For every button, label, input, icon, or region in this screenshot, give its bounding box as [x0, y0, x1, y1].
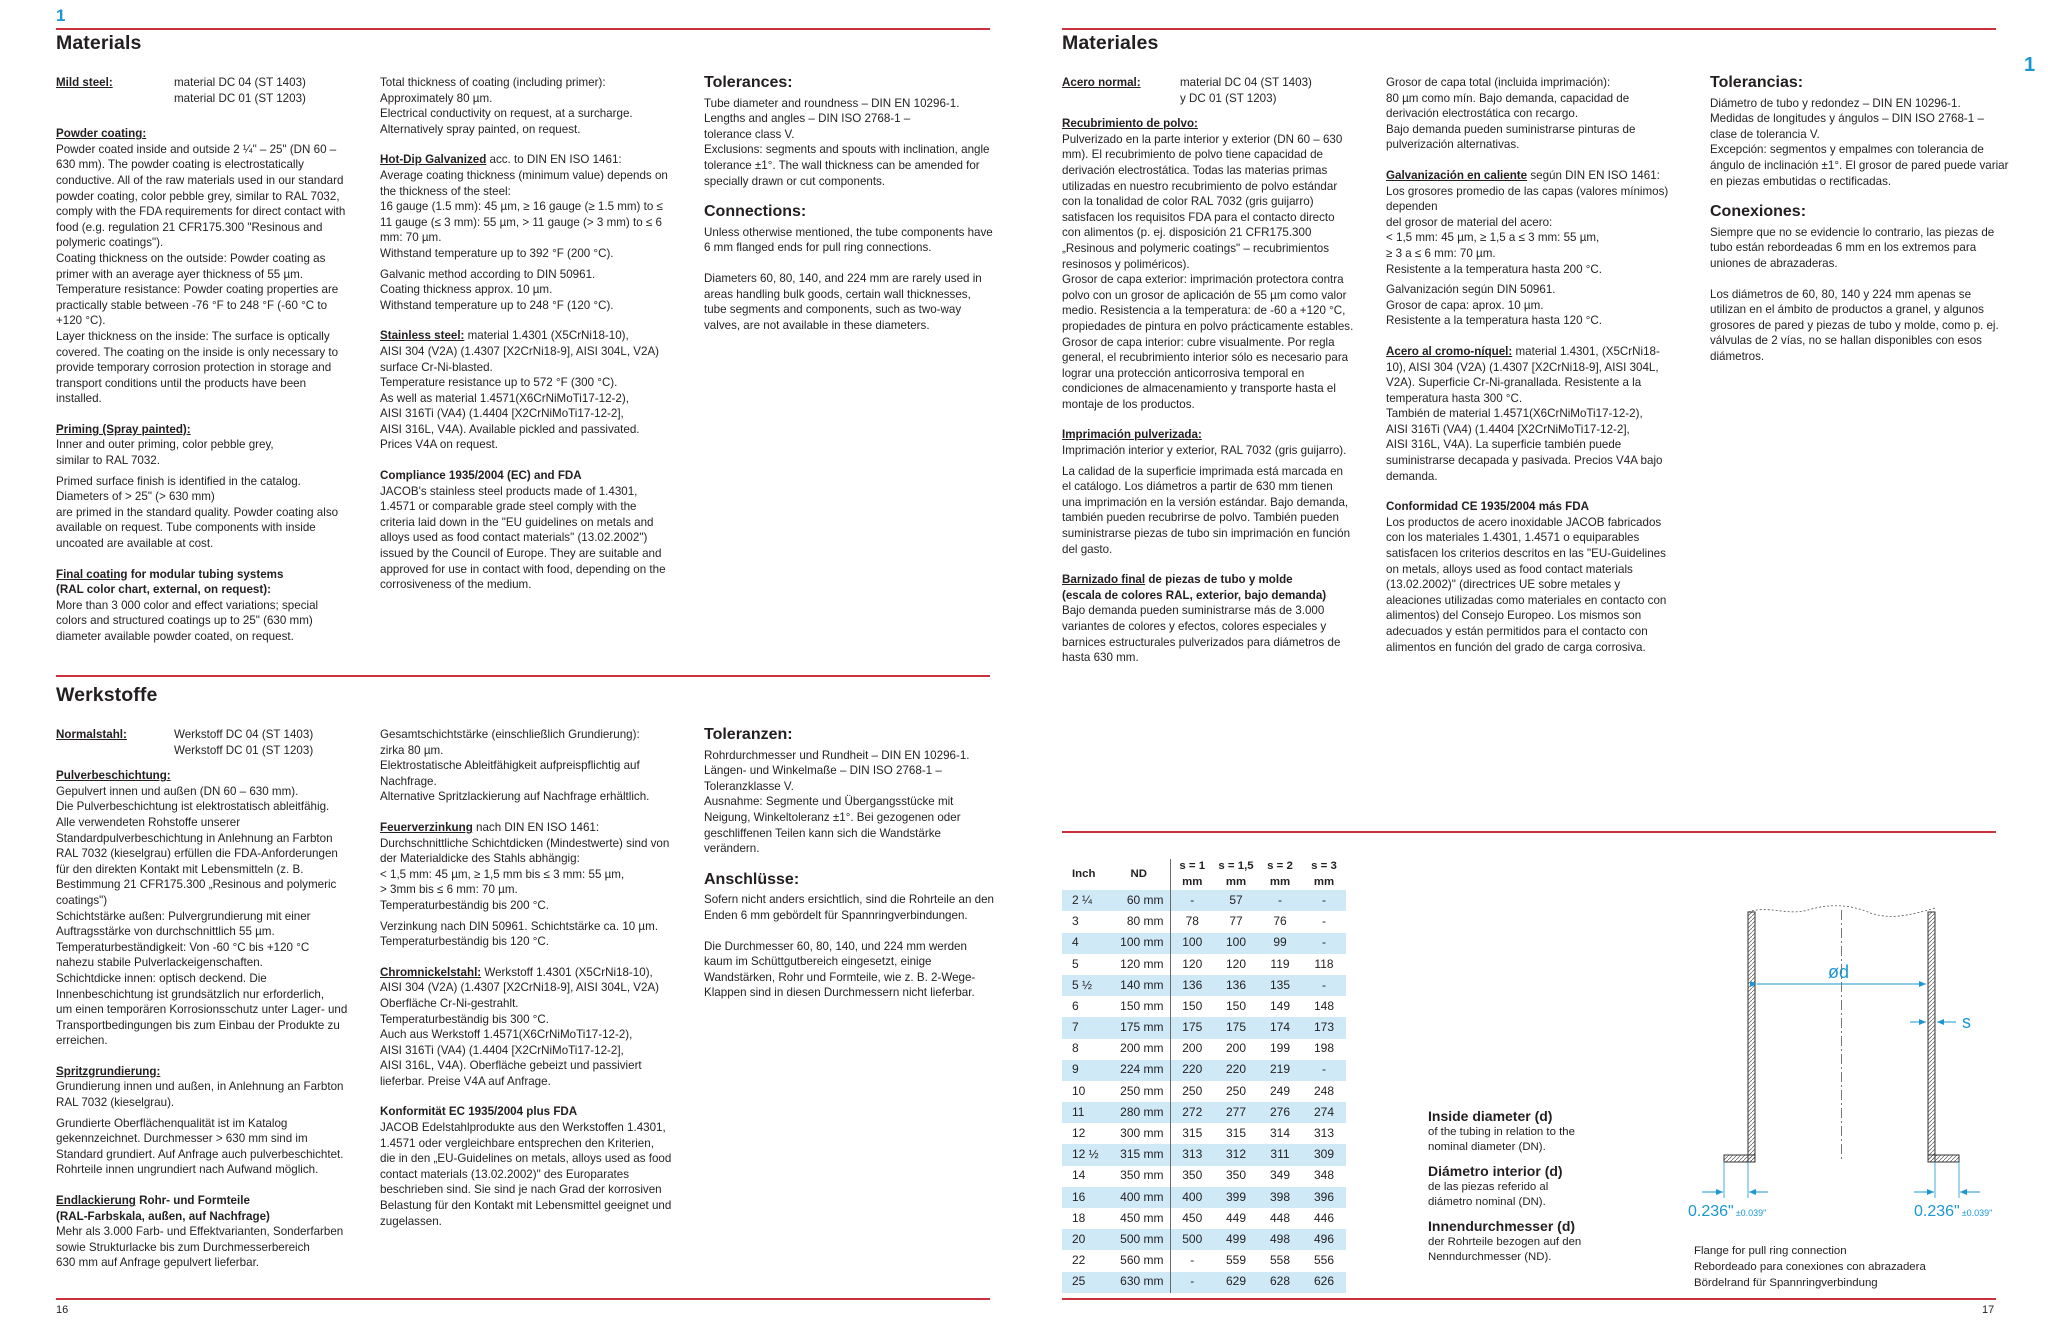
- powder-coating-heading: Powder coating:: [56, 127, 147, 141]
- table-cell: -: [1302, 933, 1346, 954]
- priming-text-1: Inner and outer priming, color pebble grey, similar to RAL 7032.: [56, 438, 274, 468]
- recubrimiento-heading: Recubrimiento de polvo:: [1062, 117, 1198, 131]
- dimensions-table: [1062, 859, 1346, 1293]
- legend-de-desc: der Rohrteile bezogen auf den Nenndurchmesser (ND).: [1428, 1236, 1582, 1263]
- table-cell: 556: [1313, 1253, 1335, 1268]
- table-cell: 499: [1214, 1229, 1258, 1250]
- cromo-body: material 1.4301, (X5CrNi18-10), AISI 304 (V2A) (1.4307 [X2CrNi18-9], AISI 304L, V2A). Superficie Cr-Ni-granallada. Resistente a la temperatura hasta 300 °C. También de material 1.4571(X6CrNiMoTi17-12-2), AISI 316Ti (VA4) (1.4404 [X2CrNiMoTi17-12-2], AISI 316L, V4A). La superficie también puede suministrarse decapada y pasivada. Precios V4A bajo demanda.: [1386, 344, 1663, 483]
- table-cell: 148: [1313, 998, 1335, 1013]
- table-cell: 350: [1225, 1168, 1247, 1183]
- table-cell: -: [1302, 890, 1346, 911]
- table-cell: 14: [1072, 1168, 1086, 1183]
- feuer-text-2: Verzinkung nach DIN 50961. Schichtstärke ca. 10 µm. Temperaturbeständig bis 120 °C.: [380, 919, 658, 949]
- materials-title: Materials: [56, 32, 142, 54]
- table-row: [1062, 975, 1346, 996]
- connections-text-2: Diameters 60, 80, 140, and 224 mm are rarely used in areas handling bulk goods, certain wall thicknesses, tube segments and components, such as two-way valves, are not available in these diameters.: [704, 271, 982, 332]
- table-cell: 276: [1258, 1102, 1302, 1123]
- table-cell: 250: [1225, 1083, 1247, 1098]
- table-cell: 199: [1269, 1041, 1291, 1056]
- mild-steel-row: [56, 75, 348, 106]
- table-row: [1062, 1229, 1346, 1250]
- table-cell: 348: [1313, 1168, 1335, 1183]
- hot-dip-heading-underlined: Hot-Dip Galvanized: [380, 153, 487, 167]
- flange-dim-left-value: 0.236" ±0.039": [1688, 1203, 1767, 1220]
- table-cell: 250: [1182, 1083, 1203, 1098]
- tolerancias-text: Diámetro de tubo y redondez – DIN EN 10296-1. Medidas de longitudes y ángulos – DIN ISO 2768-1 – clase de tolerancia V. Excepción: segmentos y empalmes con tolerancia de ángulo de inclinación ±1°. El grosor de pared puede variar en piezas embutidas o rectificadas.: [1710, 96, 2009, 188]
- table-cell: 498: [1258, 1229, 1302, 1250]
- barnizado-text: Bajo demanda pueden suministrarse más de 3.000 variantes de colores y efectos, colores especiales y barnices estructurales pulverizados para diámetros de hasta 630 mm.: [1062, 604, 1341, 665]
- table-cell: 500: [1170, 1229, 1214, 1250]
- table-cell: 2 ¼: [1062, 890, 1108, 911]
- galvanizacion-text-1: Los grosores promedio de las capas (valores mínimos) dependen del grosor de material del acero: < 1,5 mm: 45 µm, ≥ 1,5 a ≤ 3 mm: 55 µm, ≥ 3 a ≤ 6 mm: 70 µm. Resistente a la temperatura hasta 200 °C.: [1386, 184, 1669, 276]
- priming-heading: Priming (Spray painted):: [56, 422, 191, 436]
- table-header-cell: Inch: [1072, 867, 1096, 880]
- table-row: [1062, 954, 1346, 975]
- table-header-cell: s = 3 mm: [1311, 860, 1337, 888]
- barnizado-heading-rest: de piezas de tubo y molde (escala de colores RAL, exterior, bajo demanda): [1062, 573, 1327, 602]
- toleranzen-text: Rohrdurchmesser und Rundheit – DIN EN 10296-1. Längen- und Winkelmaße – DIN ISO 2768-1 – Toleranzklasse V. Ausnahme: Segmente und Übergangsstücke mit Neigung, Winkeltoleranz ±1°. Bei gezogenen oder geschliffenen Teilen kann sich die Wandstärke verändern.: [704, 748, 970, 856]
- table-cell: 450 mm: [1108, 1208, 1170, 1229]
- table-cell: 313: [1313, 1126, 1335, 1141]
- page-number-left: 16: [56, 1304, 69, 1316]
- werkstoffe-title: Werkstoffe: [56, 684, 158, 706]
- table-cell: 249: [1269, 1083, 1291, 1098]
- tolerances-heading: Tolerances:: [704, 74, 793, 91]
- table-cell: 140 mm: [1108, 975, 1170, 996]
- table-cell: 175 mm: [1108, 1017, 1170, 1038]
- table-cell: 400: [1170, 1187, 1214, 1208]
- hot-dip-text-2: Galvanic method according to DIN 50961. Coating thickness approx. 10 µm. Withstand temperature up to 248 °F (120 °C).: [380, 267, 614, 312]
- table-header-cell: ND: [1108, 859, 1170, 890]
- table-cell: 60 mm: [1108, 890, 1170, 911]
- table-cell: 150: [1182, 998, 1203, 1013]
- bottom-rule-right: [1062, 1298, 1996, 1300]
- conexiones-heading: Conexiones:: [1710, 203, 1807, 221]
- table-cell: 448: [1269, 1210, 1291, 1225]
- table-cell: 300 mm: [1108, 1123, 1170, 1144]
- powder-coating-text-2: Coating thickness on the outside: Powder coating as primer with an average ayer thickness of 55 µm.: [56, 251, 326, 281]
- table-cell: 559: [1225, 1253, 1247, 1268]
- imprimacion-text-2: La calidad de la superficie imprimada está marcada en el catálogo. Los diámetros a partir de 630 mm tienen una imprimación en la versión estándar. Bajo demanda, también pueden recubrirse de polvo. También pueden suministrarse piezas de tubo sin imprimación en función del gasto.: [1062, 464, 1351, 556]
- table-row: [1062, 1144, 1346, 1165]
- table-cell: 400 mm: [1108, 1187, 1170, 1208]
- top-rule-left: [56, 28, 990, 30]
- mild-steel-label: Mild steel:: [56, 76, 113, 89]
- table-cell: -: [1302, 975, 1346, 996]
- table-cell: 100: [1214, 933, 1258, 954]
- normalstahl-values: Werkstoff DC 04 (ST 1403) Werkstoff DC 01 (ST 1203): [174, 728, 314, 757]
- barnizado-heading-underlined: Barnizado final: [1062, 573, 1146, 587]
- grosor-text: Grosor de capa total (incluida imprimación): 80 µm como mín. Bajo demanda, capacidad de derivación electrostática con recargo. Bajo demanda pueden suministrarse pinturas de pulverización alternativas.: [1386, 76, 1636, 152]
- konform-heading: Konformität EC 1935/2004 plus FDA: [380, 1105, 578, 1119]
- table-cell: 20: [1062, 1229, 1108, 1250]
- feuer-text-1: Durchschnittliche Schichtdicken (Mindestwerte) sind von der Materialdicke des Stahls abhängig: < 1,5 mm: 45 µm, ≥ 1,5 mm bis ≤ 3 mm: 55 µm, > 3mm bis ≤ 6 mm: 70 µm. Temperaturbeständig bis 200 °C.: [380, 836, 670, 912]
- tolerances-text: Tube diameter and roundness – DIN EN 10296-1. Lengths and angles – DIN ISO 2768-1 – tolerance class V. Exclusions: segments and spouts with inclination, angle tolerance ±1°. The wall thickness can be amended for specially drawn or cut components.: [704, 96, 990, 188]
- bottom-rule-left: [56, 1298, 990, 1300]
- left-wall: [1748, 912, 1755, 1162]
- table-header-row: [1062, 859, 1346, 890]
- table-cell: 175: [1170, 1017, 1214, 1038]
- mid-rule-right: [1062, 831, 1996, 833]
- table-cell: 220: [1214, 1060, 1258, 1081]
- table-cell: 18: [1072, 1210, 1086, 1225]
- legend-en-title: Inside diameter (d): [1428, 1108, 1553, 1124]
- table-cell: 11: [1062, 1102, 1108, 1123]
- table-cell: 174: [1258, 1017, 1302, 1038]
- es-column-1: [1062, 75, 1354, 671]
- table-cell: 118: [1314, 956, 1334, 971]
- table-row: [1062, 1187, 1346, 1208]
- table-cell: 200 mm: [1108, 1039, 1170, 1060]
- table-cell: 312: [1214, 1144, 1258, 1165]
- anschluesse-text-1: Sofern nicht anders ersichtlich, sind die Rohrteile an den Enden 6 mm gebördelt für Spannringverbindungen.: [704, 893, 995, 922]
- conformidad-heading: Conformidad CE 1935/2004 más FDA: [1386, 500, 1589, 514]
- table-row: [1062, 1017, 1346, 1038]
- table-row: [1062, 1123, 1346, 1144]
- table-cell: 5: [1072, 956, 1079, 971]
- table-cell: 150: [1225, 998, 1247, 1013]
- powder-coating-text-4: Layer thickness on the inside: The surface is optically covered. The coating on the inside is only necessary to provide temporary corrosion protection in storage and transport conditions until the products have been installed.: [56, 329, 339, 406]
- table-row: [1062, 1102, 1346, 1123]
- normalstahl-row: [56, 727, 348, 758]
- table-cell: 280 mm: [1108, 1102, 1170, 1123]
- total-thickness-text: Total thickness of coating (including primer): Approximately 80 µm. Electrical conductivity on request, at a surcharge. Alternatively spray painted, on request.: [380, 76, 633, 136]
- table-row: [1062, 933, 1346, 954]
- final-coating-heading-rest: for modular tubing systems (RAL color chart, external, on request):: [56, 567, 284, 597]
- legend-es-desc: de las piezas referido al diámetro nominal (DN).: [1428, 1181, 1549, 1208]
- endlack-text: Mehr als 3.000 Farb- und Effektvarianten, Sonderfarben sowie Strukturlacke bis zum Durchmesserbereich 630 mm auf Anfrage gepulvert lieferbar.: [56, 1225, 344, 1270]
- table-cell: 12: [1072, 1126, 1086, 1141]
- table-cell: 500 mm: [1108, 1229, 1170, 1250]
- table-cell: 149: [1269, 998, 1291, 1013]
- table-cell: 175: [1214, 1017, 1258, 1038]
- toleranzen-heading: Toleranzen:: [704, 726, 793, 743]
- connections-heading: Connections:: [704, 203, 807, 221]
- cromo-text: [1386, 344, 1678, 484]
- table-cell: 350 mm: [1108, 1166, 1170, 1187]
- barnizado-heading: [1062, 572, 1354, 603]
- feuer-heading-rest: nach DIN EN ISO 1461:: [472, 820, 600, 834]
- table-cell: 3: [1072, 914, 1079, 929]
- powder-coating-text-1: Powder coated inside and outside 2 ¼" – 25" (DN 60 – 630 mm). The powder coating is electrostatically conductive. All of the raw materials used in our standard powder coating, color pebble grey, similar to RAL 7032, comply with the FDA requirements for direct contact with food (e.g. regulation 21 CFR175.300 "Resinous and polymeric coatings").: [56, 142, 346, 250]
- powder-coating-text-3: Temperature resistance: Powder coating properties are practically stable between -76 °F to 248 °F (-60 °C to +120 °C).: [56, 283, 339, 328]
- table-cell: 99: [1258, 933, 1302, 954]
- table-cell: 250 mm: [1108, 1081, 1170, 1102]
- table-cell: 629: [1214, 1272, 1258, 1293]
- chrom-text: [380, 965, 672, 1090]
- table-row: [1062, 1166, 1346, 1187]
- table-row: [1062, 996, 1346, 1017]
- mild-steel-values: material DC 04 (ST 1403) material DC 01 (ST 1203): [174, 76, 306, 105]
- table-cell: 399: [1214, 1187, 1258, 1208]
- table-header-cell: s = 1 mm: [1179, 860, 1206, 888]
- chapter-number: 1: [56, 6, 66, 25]
- table-cell: 315 mm: [1108, 1144, 1170, 1165]
- table-row: [1062, 1272, 1346, 1293]
- legend: [1428, 1107, 1648, 1272]
- stainless-steel-body: material 1.4301 (X5CrNi18-10), AISI 304 (V2A) (1.4307 [X2CrNi18-9], AISI 304L, V2A) surface Cr-Ni-blasted. Temperature resistance up to 572 °F (300 °C). As well as material 1.4571(X6CrNiMoTi17-12-2), AISI 316Ti (VA4) (1.4404 [X2CrNiMoTi17-12-2], AISI 316L, V4A). Available pickled and passivated. Prices V4A on request.: [380, 329, 660, 452]
- table-cell: 449: [1225, 1210, 1247, 1225]
- recubrimiento-text: Pulverizado en la parte interior y exterior (DN 60 – 630 mm). El recubrimiento de polvo tiene capacidad de derivación electrostática. Todas las materias primas utilizadas en nuestro recubrimiento de polvo estándar con la tonalidad de color RAL 7032 (gris guijarro) satisfacen los requisitos FDA para el contacto directo con alimentos (p. ej. disposición 21 CFR175.300 „Resinous and polymeric coatings" – recubrimientos resinosos y poliméricos). Grosor de capa exterior: imprimación protectora contra polvo con un grosor de aplicación de 55 µm como valor medio. Resistencia a la temperatura: de -60 a +120 °C, propiedades de pintura en polvo prácticamente estables. Grosor de capa interior: cubre visualmente. Por regla general, el recubrimiento interior sólo es necesario para lograr una protección anticorrosiva temporal en condiciones de almacenamiento y transporte hasta el montaje de los productos.: [1062, 132, 1354, 411]
- anschluesse-heading: Anschlüsse:: [704, 870, 800, 888]
- conexiones-text-1: Siempre que no se evidencie lo contrario, las piezas de tubo están rebordeadas 6 mm en los extremos para uniones de abrazaderas.: [1710, 225, 1995, 270]
- table-cell: 9: [1062, 1060, 1108, 1081]
- flange-dim-right-value: 0.236" ±0.039": [1914, 1203, 1993, 1220]
- table-cell: -: [1170, 890, 1214, 911]
- left-flange: [1724, 1155, 1755, 1162]
- table-cell: -: [1258, 890, 1302, 911]
- table-cell: 8: [1072, 1041, 1079, 1056]
- table-cell: 200: [1182, 1041, 1203, 1056]
- en-column-2: [380, 75, 672, 598]
- table-cell: 315: [1182, 1126, 1203, 1141]
- chrom-body: Werkstoff 1.4301 (X5CrNi18-10), AISI 304 (V2A) (1.4307 [X2CrNi18-9], AISI 304L, V2A) Oberfläche Cr-Ni-gestrahlt. Temperaturbeständig bis 300 °C. Auch aus Werkstoff 1.4571(X6CrNiMoTi17-12-2), AISI 316Ti (VA4) (1.4404 [X2CrNiMoTi17-12-2], AISI 316L, V4A). Oberfläche gebeizt und passiviert lieferbar. Preise V4A auf Anfrage.: [380, 965, 660, 1088]
- table-cell: 12 ½: [1062, 1144, 1108, 1165]
- table-cell: 173: [1302, 1017, 1346, 1038]
- table-cell: 57: [1214, 890, 1258, 911]
- table-header-cell: s = 2 mm: [1267, 860, 1293, 888]
- table-cell: 120 mm: [1108, 954, 1170, 975]
- acero-label: Acero normal:: [1062, 76, 1141, 89]
- table-cell: 309: [1302, 1144, 1346, 1165]
- table-cell: 100: [1170, 933, 1214, 954]
- table-cell: 120: [1225, 956, 1247, 971]
- table-cell: 224 mm: [1108, 1060, 1170, 1081]
- galvanizacion-text-2: Galvanización según DIN 50961. Grosor de capa: aprox. 10 µm. Resistente a la temperatura hasta 120 °C.: [1386, 283, 1603, 328]
- normalstahl-label: Normalstahl:: [56, 728, 127, 741]
- right-flange: [1928, 1155, 1959, 1162]
- table-cell: 77: [1229, 914, 1243, 929]
- priming-text-2: Primed surface finish is identified in the catalog. Diameters of > 25" (> 630 mm) are primed in the standard quality. Powder coating also available on request. Tube components with inside uncoated are available at cost.: [56, 474, 339, 551]
- de-column-1: [56, 727, 348, 1276]
- acero-values: material DC 04 (ST 1403) y DC 01 (ST 1203): [1180, 76, 1312, 105]
- table-cell: 100 mm: [1108, 933, 1170, 954]
- en-column-3: [704, 75, 996, 338]
- table-cell: 219: [1258, 1060, 1302, 1081]
- table-cell: 120: [1182, 956, 1203, 971]
- table-cell: -: [1170, 1272, 1214, 1293]
- final-coating-text: More than 3 000 color and effect variations; special colors and structured coatings up to 25" (630 mm) diameter available powder coated, on request.: [56, 598, 319, 643]
- table-cell: 78: [1185, 914, 1199, 929]
- feuer-heading-underlined: Feuerverzinkung: [380, 820, 473, 834]
- hot-dip-heading: [380, 152, 672, 168]
- right-wall: [1928, 912, 1935, 1162]
- anschluesse-text-2: Die Durchmesser 60, 80, 140, und 224 mm werden kaum im Schüttgutbereich eingesetzt, einige Wandstärken, Rohr und Formteile, wie z. B. 2-Wege-Klappen sind in diesen Durchmessern nicht lieferbar.: [704, 939, 976, 1000]
- table-cell: 5 ½: [1062, 975, 1108, 996]
- table-cell: 80 mm: [1108, 911, 1170, 932]
- table-row: [1062, 890, 1346, 911]
- spritz-heading: Spritzgrundierung:: [56, 1064, 161, 1078]
- table-cell: 558: [1269, 1253, 1291, 1268]
- table-cell: 496: [1302, 1229, 1346, 1250]
- table-cell: 626: [1302, 1272, 1346, 1293]
- imprimacion-text-1: Imprimación interior y exterior, RAL 7032 (gris guijarro).: [1062, 444, 1347, 458]
- pulver-heading: Pulverbeschichtung:: [56, 769, 171, 783]
- s-label: s: [1962, 1012, 1971, 1032]
- table-cell: 396: [1302, 1187, 1346, 1208]
- conformidad-text: Los productos de acero inoxidable JACOB fabricados con los materiales 1.4301, 1.4571 o equiparables satisfacen los criterios descritos en las "EU-Guidelines on metals, alloys used as food contact materials (13.02.2002)" (directrices UE sobre metales y aleaciones utilizadas como materiales en contacto con alimentos) del Consejo Europeo. Los mismos son adecuados y están permitidos para el contacto con alimentos en función del grado de carga corrosiva.: [1386, 515, 1667, 654]
- tube-flange-drawing: [1688, 900, 2008, 1240]
- es-column-3: [1710, 75, 2010, 370]
- stainless-steel-heading: Stainless steel:: [380, 329, 465, 343]
- table-body: [1062, 890, 1346, 1293]
- table-cell: 628: [1258, 1272, 1302, 1293]
- mid-rule-left: [56, 675, 990, 677]
- chapter-tab-right: 1: [2024, 54, 2036, 76]
- table-cell: 314: [1269, 1126, 1291, 1141]
- table-cell: 220: [1170, 1060, 1214, 1081]
- legend-en-desc: of the tubing in relation to the nominal diameter (DN).: [1428, 1126, 1575, 1153]
- table-cell: 311: [1258, 1144, 1302, 1165]
- top-rule-right: [1062, 28, 1996, 30]
- table-cell: 200: [1225, 1041, 1247, 1056]
- conexiones-text-2: Los diámetros de 60, 80, 140 y 224 mm apenas se utilizan en el ámbito de productos a granel, y algunos grosores de pared y piezas de tubo y molde, como p. ej. válvulas de 2 vías, no se hallan disponibles con esos diámetros.: [1710, 287, 1999, 363]
- gesamt-text: Gesamtschichtstärke (einschließlich Grundierung): zirka 80 µm. Elektrostatische Ableitfähigkeit aufpreispflichtig auf Nachfrage. Alternative Spritzlackierung auf Nachfrage erhältlich.: [380, 728, 650, 804]
- table-cell: 350: [1182, 1168, 1203, 1183]
- drawing-caption: Flange for pull ring connection Rebordeado para conexiones con abrazadera Bördelrand für Spannringverbindung: [1694, 1245, 1926, 1289]
- galvanizacion-heading: [1386, 168, 1678, 184]
- endlack-heading-rest: Rohr- und Formteile (RAL-Farbskala, außen, auf Nachfrage): [56, 1194, 270, 1223]
- table-cell: 315: [1225, 1126, 1247, 1141]
- acero-row: [1062, 75, 1354, 106]
- stainless-steel-text: [380, 328, 672, 453]
- tolerancias-heading: Tolerancias:: [1710, 74, 1804, 91]
- feuer-heading: [380, 820, 672, 836]
- table-cell: 136: [1170, 975, 1214, 996]
- hot-dip-text-1: Average coating thickness (minimum value) depends on the thickness of the steel: 16 gauge (1.5 mm): 45 µm, ≥ 16 gauge (≥ 1.5 mm) to ≤ 11 gauge (≤ 3 mm): 55 µm, > 11 gauge (> 3 mm) to ≤ 6 mm: 70 µm. Withstand temperature up to 392 °F (200 °C).: [380, 168, 668, 260]
- table-cell: 119: [1270, 956, 1290, 971]
- table-cell: 349: [1269, 1168, 1291, 1183]
- connections-text-1: Unless otherwise mentioned, the tube components have 6 mm flanged ends for pull ring connections.: [704, 225, 993, 255]
- materiales-title: Materiales: [1062, 32, 1159, 54]
- compliance-heading: Compliance 1935/2004 (EC) and FDA: [380, 469, 582, 483]
- table-cell: 135: [1258, 975, 1302, 996]
- table-cell: 277: [1214, 1102, 1258, 1123]
- table-cell: 25: [1062, 1272, 1108, 1293]
- table-cell: 136: [1214, 975, 1258, 996]
- es-column-2: [1386, 75, 1678, 660]
- page-number-right: 17: [1982, 1304, 1995, 1316]
- table-cell: 630 mm: [1108, 1272, 1170, 1293]
- table-row: [1062, 911, 1346, 932]
- table-cell: 150 mm: [1108, 996, 1170, 1017]
- konform-text: JACOB Edelstahlprodukte aus den Werkstoffen 1.4301, 1.4571 oder vergleichbare entsprechen den Kriterien, die in den „EU-Guidelines on metals, alloys used as food contact materials (13.02.2002)" des Europarates beschrieben sind. Sie sind je nach Grad der korrosiven Belastung für den Kontakt mit Lebensmittel geeignet und zugelassen.: [380, 1121, 672, 1228]
- table-row: [1062, 1250, 1346, 1271]
- d-label: ød: [1828, 962, 1850, 982]
- table-cell: 560 mm: [1108, 1250, 1170, 1271]
- final-coating-heading: [56, 567, 348, 598]
- table-row: [1062, 1039, 1346, 1060]
- pulver-text: Gepulvert innen und außen (DN 60 – 630 mm). Die Pulverbeschichtung ist elektrostatisch ableitfähig. Alle verwendeten Rohstoffe unserer Standardpulverbeschichtung in Anlehnung an Farbton RAL 7032 (kieselgrau) erfüllen die FDA-Anforderungen für den direkten Kontakt mit Lebensmitteln (z. B. Bestimmung 21 CFR175.300 „Resinous and polymeric coatings") Schichtstärke außen: Pulvergrundierung mit einer Auftragsstärke von durchschnittlich 55 µm. Temperaturbeständigkeit: Von -60 °C bis +120 °C nahezu stabile Pulverlackeigenschaften. Schichtdicke innen: optisch deckend. Die Innenbeschichtung ist grundsätzlich nur erforderlich, um einen temporären Korrosionsschutz unter Lager- und Transportbedingungen bis zum Einbau der Produkte zu erreichen.: [56, 784, 348, 1048]
- spritz-text-2: Grundierte Oberflächenqualität ist im Katalog gekennzeichnet. Durchmesser > 630 mm sind im Standard grundiert. Auf Anfrage auch pulverbeschichtet. Rohrteile innen ungrundiert nach Aufwand möglich.: [56, 1116, 344, 1177]
- table-cell: 450: [1182, 1210, 1203, 1225]
- compliance-text: JACOB's stainless steel products made of 1.4301, 1.4571 or comparable grade steel comply with the criteria laid down in the "EU guidelines on metals and alloys used as food contact materials" (13.02.2002") issued by the Council of Europe. They are suitable and approved for use in contact with food, depending on the corrosiveness of the medium.: [380, 484, 666, 592]
- galvanizacion-heading-underlined: Galvanización en caliente: [1386, 168, 1528, 182]
- table-cell: 274: [1302, 1102, 1346, 1123]
- table-row: [1062, 1060, 1346, 1081]
- imprimacion-heading: Imprimación pulverizada:: [1062, 428, 1202, 442]
- table-cell: -: [1302, 1060, 1346, 1081]
- table-cell: 7: [1062, 1017, 1108, 1038]
- table-header-cell: s = 1,5 mm: [1218, 860, 1254, 888]
- table-cell: 10: [1072, 1083, 1086, 1098]
- en-column-1: [56, 75, 348, 650]
- table-cell: 76: [1273, 914, 1287, 929]
- spritz-text-1: Grundierung innen und außen, in Anlehnung an Farbton RAL 7032 (kieselgrau).: [56, 1080, 344, 1110]
- table-row: [1062, 1081, 1346, 1102]
- de-column-2: [380, 727, 672, 1234]
- hot-dip-heading-rest: acc. to DIN EN ISO 1461:: [486, 153, 622, 167]
- final-coating-heading-underlined: Final coating: [56, 567, 128, 581]
- table-row: [1062, 1208, 1346, 1229]
- table-cell: -: [1322, 914, 1326, 929]
- table-cell: 198: [1313, 1041, 1335, 1056]
- table-cell: 313: [1170, 1144, 1214, 1165]
- table-cell: 272: [1170, 1102, 1214, 1123]
- table-cell: 446: [1313, 1210, 1335, 1225]
- table-cell: 4: [1062, 933, 1108, 954]
- cromo-heading: Acero al cromo-níquel:: [1386, 344, 1513, 358]
- legend-es-title: Diámetro interior (d): [1428, 1163, 1563, 1179]
- table-cell: 398: [1258, 1187, 1302, 1208]
- endlack-heading: [56, 1193, 348, 1224]
- endlack-heading-underlined: Endlackierung: [56, 1194, 136, 1208]
- table-cell: 248: [1313, 1083, 1335, 1098]
- legend-de-title: Innendurchmesser (d): [1428, 1218, 1576, 1234]
- galvanizacion-heading-rest: según DIN EN ISO 1461:: [1527, 168, 1660, 182]
- chrom-heading: Chromnickelstahl:: [380, 965, 482, 979]
- table-cell: -: [1190, 1253, 1195, 1268]
- de-column-3: [704, 727, 996, 1006]
- table-cell: 6: [1072, 998, 1079, 1013]
- table-cell: 22: [1072, 1253, 1086, 1268]
- table-cell: 16: [1062, 1187, 1108, 1208]
